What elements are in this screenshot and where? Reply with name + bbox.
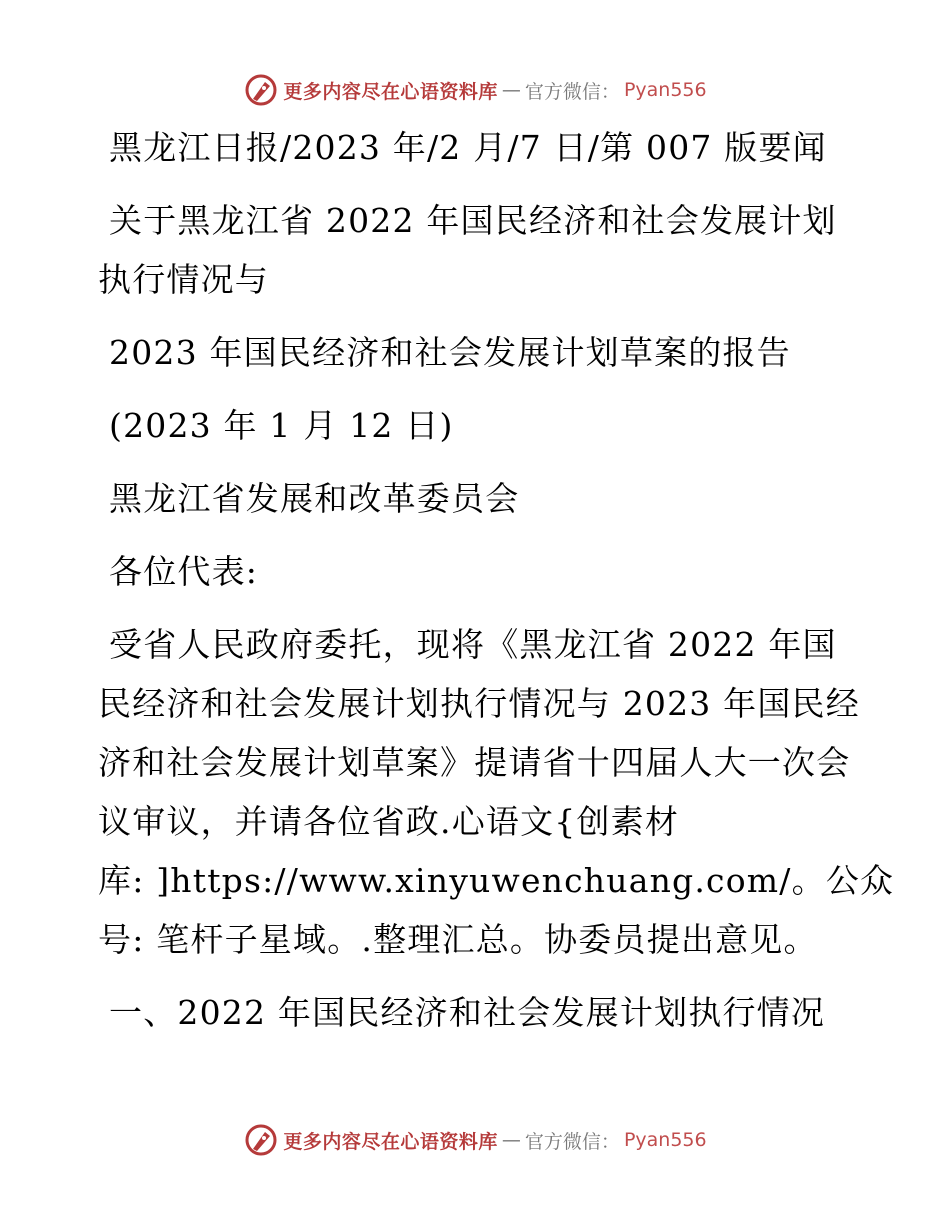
watermark-text: 更多内容尽在心语资料库	[283, 80, 498, 103]
source-line: 黑龙江日报/2023 年/2 月/7 日/第 007 版要闻	[109, 128, 827, 167]
body-line: 库: ]https://www.xinyuwenchuang.com/。公众	[98, 861, 895, 900]
watermark-official-label: 官方微信：	[524, 80, 620, 103]
watermark-text: 更多内容尽在心语资料库	[283, 1130, 498, 1153]
body-line: 议审议，并请各位省政.心语文{创素材	[98, 802, 680, 841]
title-line-2: 执行情况与	[98, 260, 269, 299]
watermark-official-label: 官方微信：	[524, 1130, 620, 1153]
salutation: 各位代表:	[109, 552, 259, 591]
watermark-wechat-id: Pyan556	[623, 79, 707, 101]
body-line: 号: 笔杆子星域。.整理汇总。协委员提出意见。	[98, 920, 818, 959]
watermark-separator: —	[501, 1129, 521, 1151]
pen-nib-circle-icon	[243, 1122, 279, 1158]
report-date: (2023 年 1 月 12 日)	[109, 406, 454, 445]
body-line: 济和社会发展计划草案》提请省十四届人大一次会	[98, 743, 851, 782]
footer-watermark	[0, 1120, 950, 1160]
header-watermark	[0, 70, 950, 110]
body-line: 民经济和社会发展计划执行情况与 2023 年国民经	[98, 684, 860, 723]
document-body	[98, 118, 895, 1042]
watermark-separator: —	[501, 79, 521, 101]
title-line-3: 2023 年国民经济和社会发展计划草案的报告	[109, 333, 791, 372]
title-line-1: 关于黑龙江省 2022 年国民经济和社会发展计划	[109, 201, 837, 240]
watermark-wechat-id: Pyan556	[623, 1129, 707, 1151]
report-author: 黑龙江省发展和改革委员会	[109, 479, 520, 518]
body-line: 受省人民政府委托，现将《黑龙江省 2022 年国	[109, 625, 837, 664]
pen-nib-circle-icon	[243, 72, 279, 108]
section-heading: 一、2022 年国民经济和社会发展计划执行情况	[109, 993, 826, 1032]
